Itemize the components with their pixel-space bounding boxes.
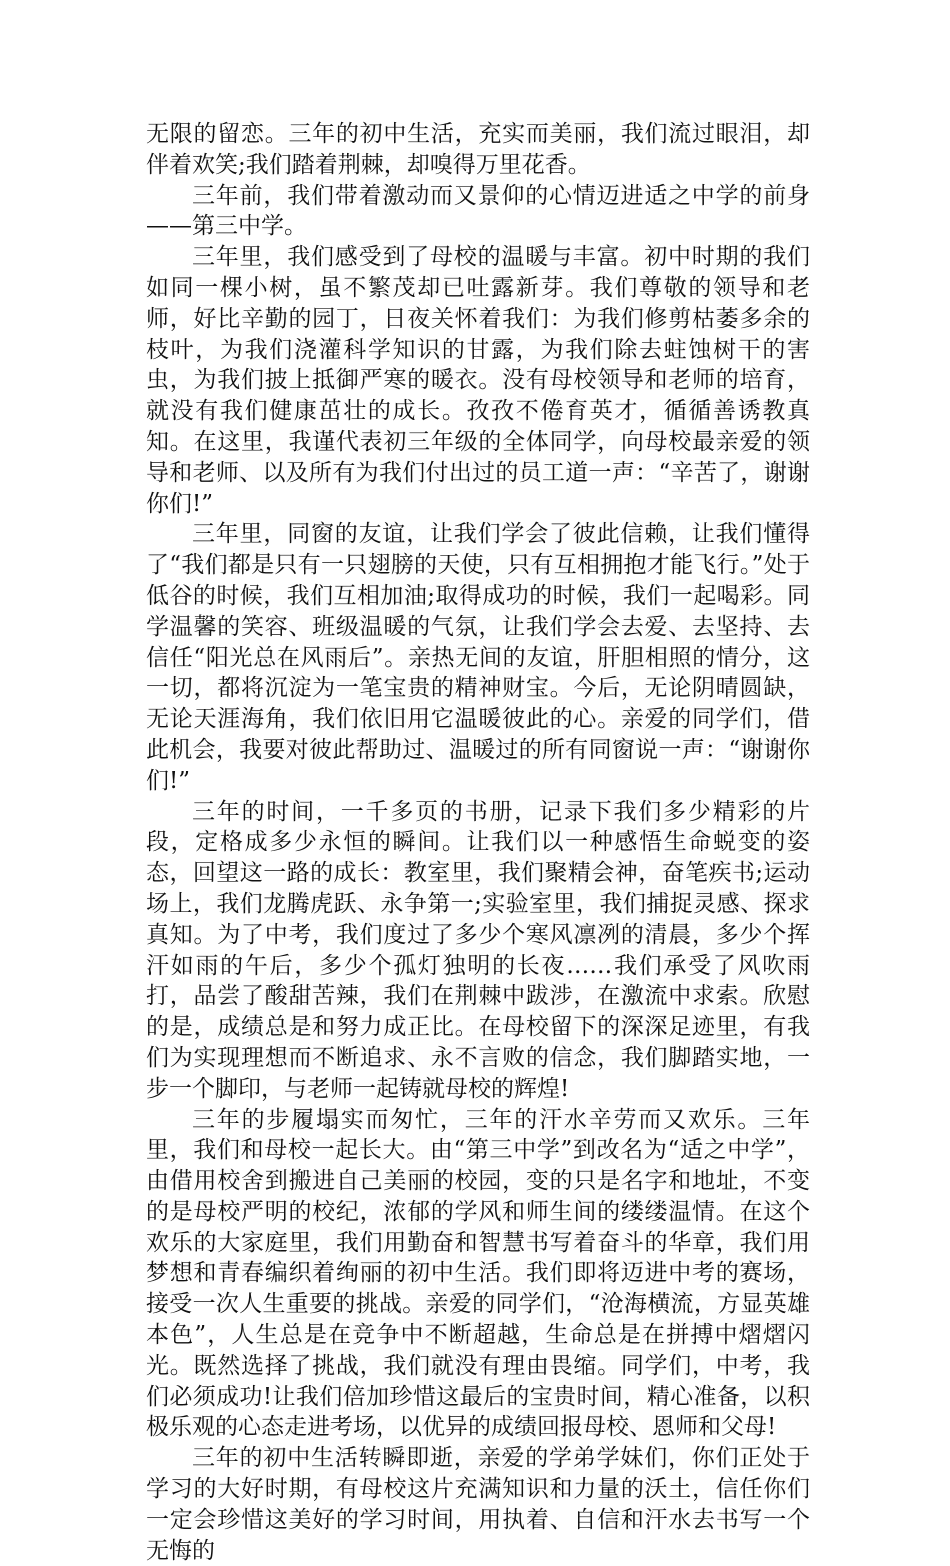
- paragraph-2: 三年前，我们带着激动而又景仰的心情迈进适之中学的前身——第三中学。: [146, 182, 810, 240]
- paragraph-7: 三年的初中生活转瞬即逝，亲爱的学弟学妹们，你们正处于学习的大好时期，有母校这片充满知识和力量的沃土，信任你们一定会珍惜这美好的学习时间，用执着、自信和汗水去书写一个无悔的: [146, 1445, 810, 1564]
- paragraph-6: 三年的步履塌实而匆忙，三年的汗水辛劳而又欢乐。三年里，我们和母校一起长大。由“第三中学”到改名为“适之中学”，由借用校舍到搬进自己美丽的校园，变的只是名字和地址，不变的是母校严明的校纪，浓郁的学风和师生间的缕缕温情。在这个欢乐的大家庭里，我们用勤奋和智慧书写着奋斗的华章，我们用梦想和青春编织着绚丽的初中生活。我们即将迈进中考的赛场，接受一次人生重要的挑战。亲爱的同学们，“沧海横流，方显英雄本色”，人生总是在竞争中不断超越，生命总是在拼搏中熠熠闪光。既然选择了挑战，我们就没有理由畏缩。同学们，中考，我们必须成功!让我们倍加珍惜这最后的宝贵时间，精心准备，以积极乐观的心态走进考场，以优异的成绩回报母校、恩师和父母!: [146, 1106, 810, 1441]
- paragraph-1: 无限的留恋。三年的初中生活，充实而美丽，我们流过眼泪，却伴着欢笑;我们踏着荆棘，却嗅得万里花香。: [146, 121, 810, 178]
- paragraph-4: 三年里，同窗的友谊，让我们学会了彼此信赖，让我们懂得了“我们都是只有一只翅膀的天使，只有互相拥抱才能飞行。”处于低谷的时候，我们互相加油;取得成功的时候，我们一起喝彩。同学温馨的笑容、班级温暖的气氛，让我们学会去爱、去坚持、去信任“阳光总在风雨后”。亲热无间的友谊，肝胆相照的情分，这一切，都将沉淀为一笔宝贵的精神财宝。今后，无论阴晴圆缺，无论天涯海角，我们依旧用它温暖彼此的心。亲爱的同学们，借此机会，我要对彼此帮助过、温暖过的所有同窗说一声：“谢谢你们!”: [146, 521, 810, 794]
- paragraph-3: 三年里，我们感受到了母校的温暖与丰富。初中时期的我们如同一棵小树，虽不繁茂却已吐露新芽。我们尊敬的领导和老师，好比辛勤的园丁，日夜关怀着我们：为我们修剪枯萎多余的枝叶，为我们浇灌科学知识的甘露，为我们除去蛀蚀树干的害虫，为我们披上抵御严寒的暖衣。没有母校领导和老师的培育，就没有我们健康茁壮的成长。孜孜不倦育英才，循循善诱教真知。在这里，我谨代表初三年级的全体同学，向母校最亲爱的领导和老师、以及所有为我们付出过的员工道一声：“辛苦了，谢谢你们!”: [146, 244, 810, 517]
- paragraph-5: 三年的时间，一千多页的书册，记录下我们多少精彩的片段，定格成多少永恒的瞬间。让我们以一种感悟生命蜕变的姿态，回望这一路的成长：教室里，我们聚精会神，奋笔疾书;运动场上，我们龙腾虎跃、永争第一;实验室里，我们捕捉灵感、探求真知。为了中考，我们度过了多少个寒风凛冽的清晨，多少个挥汗如雨的午后，多少个孤灯独明的长夜……我们承受了风吹雨打，品尝了酸甜苦辣，我们在荆棘中跋涉，在激流中求索。欣慰的是，成绩总是和努力成正比。在母校留下的深深足迹里，有我们为实现理想而不断追求、永不言败的信念，我们脚踏实地，一步一个脚印，与老师一起铸就母校的辉煌!: [146, 798, 810, 1102]
- body-text: [146, 119, 810, 1566]
